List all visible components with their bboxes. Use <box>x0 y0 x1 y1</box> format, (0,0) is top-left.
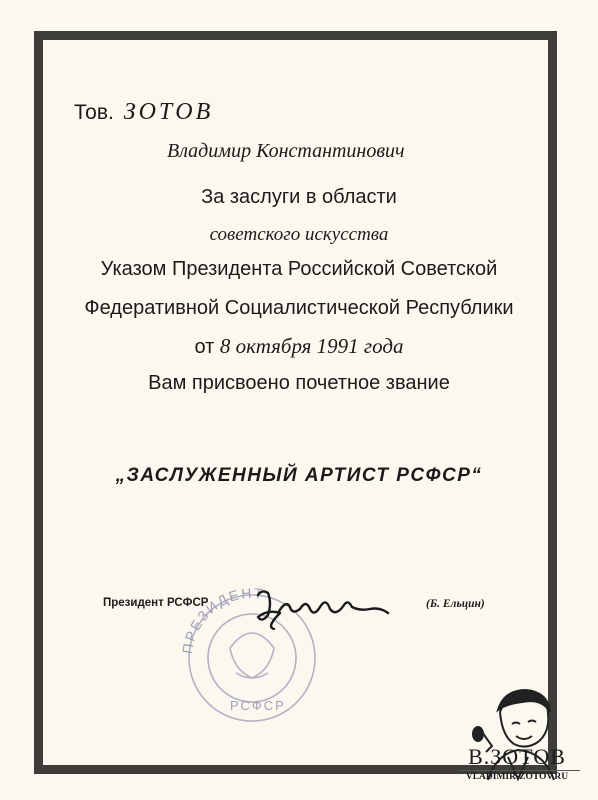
decree-date: 8 октября 1991 года <box>219 334 404 358</box>
honorary-title: „ЗАСЛУЖЕННЫЙ АРТИСТ РСФСР“ <box>115 465 483 486</box>
from-word: от <box>194 336 215 358</box>
watermark-url: VLADIMIR-ZOTOV.RU <box>465 772 569 782</box>
republic-line: Федеративной Социалистической Республики <box>84 297 514 319</box>
recipient-surname: ЗОТОВ <box>123 99 214 125</box>
decree-line: Указом Президента Российской Советской <box>100 258 498 280</box>
field-line: советского искусства <box>209 224 389 245</box>
svg-text:ПРЕЗИДЕНТ: ПРЕЗИДЕНТ <box>178 584 266 655</box>
recipient-line <box>74 99 213 126</box>
signatory-name: (Б. Ельцин) <box>426 598 485 610</box>
svg-text:РСФСР: РСФСР <box>230 698 286 713</box>
merit-line: За заслуги в области <box>201 186 397 208</box>
watermark-divider <box>458 770 580 771</box>
date-line <box>0 334 598 359</box>
awarded-line: Вам присвоено почетное звание <box>148 372 450 394</box>
salutation: Тов. <box>74 101 114 124</box>
signatory-role: Президент РСФСР <box>103 597 209 609</box>
signature-image <box>248 585 408 630</box>
watermark-name: В.ЗОТОВ <box>468 744 566 769</box>
recipient-given-names: Владимир Константинович <box>167 140 405 162</box>
